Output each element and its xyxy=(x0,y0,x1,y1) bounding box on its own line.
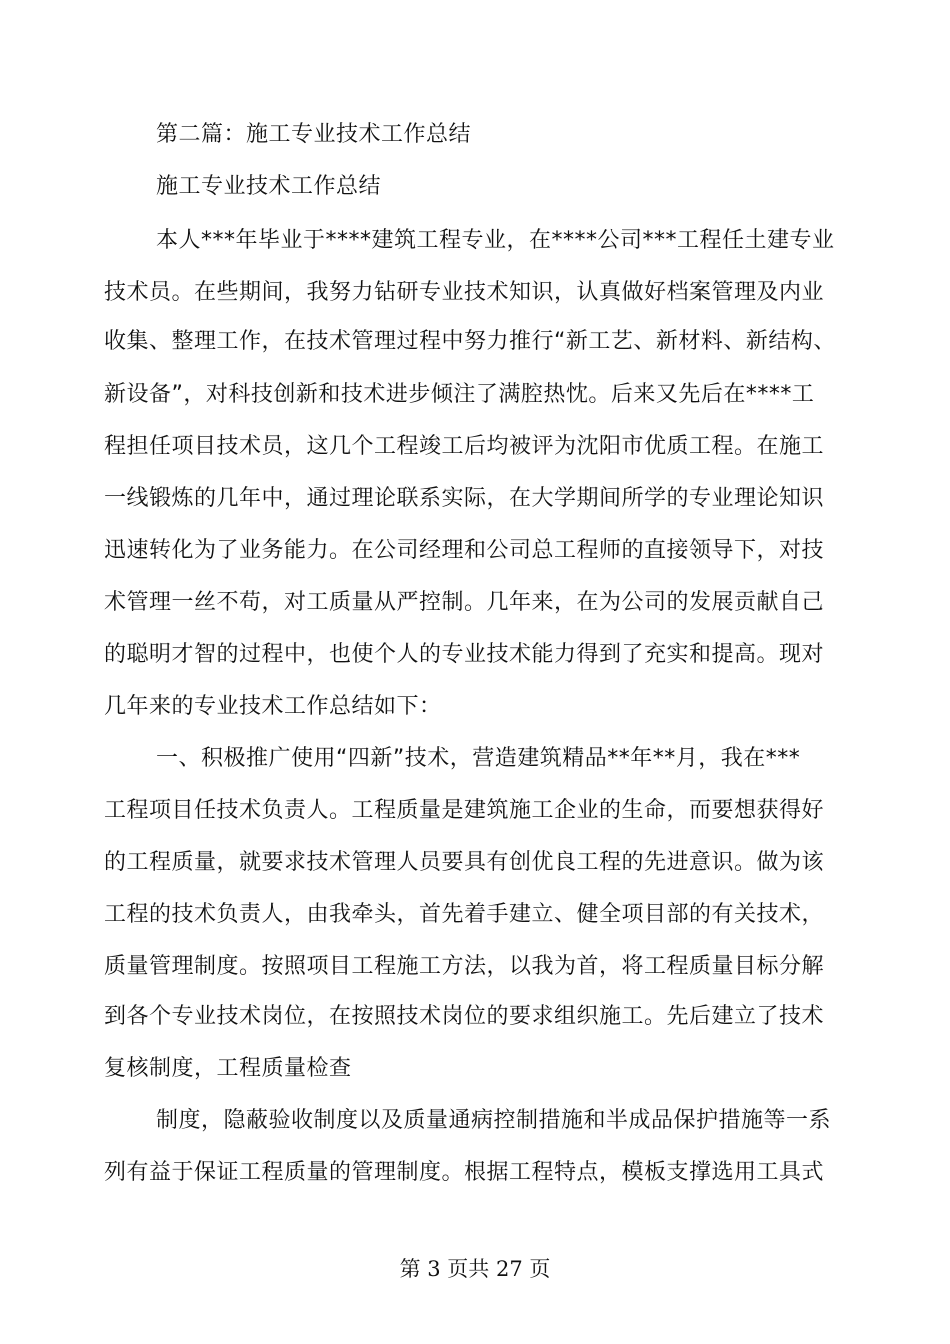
paragraph-line: 术管理一丝不苟，对工质量从严控制。几年来，在为公司的发展贡献自己 xyxy=(104,590,825,615)
paragraph-line: 工程项目任技术负责人。工程质量是建筑施工企业的生命，而要想获得好 xyxy=(104,798,825,823)
paragraph-line: 列有益于保证工程质量的管理制度。根据工程特点，模板支撑选用工具式 xyxy=(104,1160,825,1185)
paragraph-line: 收集、整理工作，在技术管理过程中努力推行“新工艺、新材料、新结构、 xyxy=(104,329,836,354)
paragraph-line: 技术员。在些期间，我努力钻研专业技术知识，认真做好档案管理及内业 xyxy=(104,280,825,305)
paragraph-line: 到各个专业技术岗位，在按照技术岗位的要求组织施工。先后建立了技术 xyxy=(104,1004,825,1029)
page-number-footer: 第 3 页共 27 页 xyxy=(399,1257,551,1281)
paragraph-line: 制度，隐蔽验收制度以及质量通病控制措施和半成品保护措施等一系 xyxy=(156,1108,832,1133)
paragraph-line: 的聪明才智的过程中，也使个人的专业技术能力得到了充实和提高。现对 xyxy=(104,642,825,667)
paragraph-line: 迅速转化为了业务能力。在公司经理和公司总工程师的直接领导下，对技 xyxy=(104,538,825,563)
paragraph-line: 一线锻炼的几年中，通过理论联系实际，在大学期间所学的专业理论知识 xyxy=(104,486,825,511)
section-subheading: 施工专业技术工作总结 xyxy=(156,174,382,199)
paragraph-line: 工程的技术负责人，由我牵头，首先着手建立、健全项目部的有关技术， xyxy=(104,902,825,927)
paragraph-line: 质量管理制度。按照项目工程施工方法，以我为首，将工程质量目标分解 xyxy=(104,954,825,979)
paragraph-line: 本人***年毕业于****建筑工程专业，在****公司***工程任土建专业 xyxy=(156,228,835,253)
section-heading: 第二篇：施工专业技术工作总结 xyxy=(156,122,472,147)
paragraph-line: 复核制度，工程质量检查 xyxy=(104,1056,352,1081)
paragraph-line: 的工程质量，就要求技术管理人员要具有创优良工程的先进意识。做为该 xyxy=(104,850,825,875)
paragraph-line: 几年来的专业技术工作总结如下： xyxy=(104,694,442,719)
paragraph-line: 程担任项目技术员，这几个工程竣工后均被评为沈阳市优质工程。在施工 xyxy=(104,434,825,459)
paragraph-line: 一、积极推广使用“四新”技术，营造建筑精品**年**月，我在*** xyxy=(156,746,801,771)
paragraph-line: 新设备”，对科技创新和技术进步倾注了满腔热忱。后来又先后在****工 xyxy=(104,382,815,407)
